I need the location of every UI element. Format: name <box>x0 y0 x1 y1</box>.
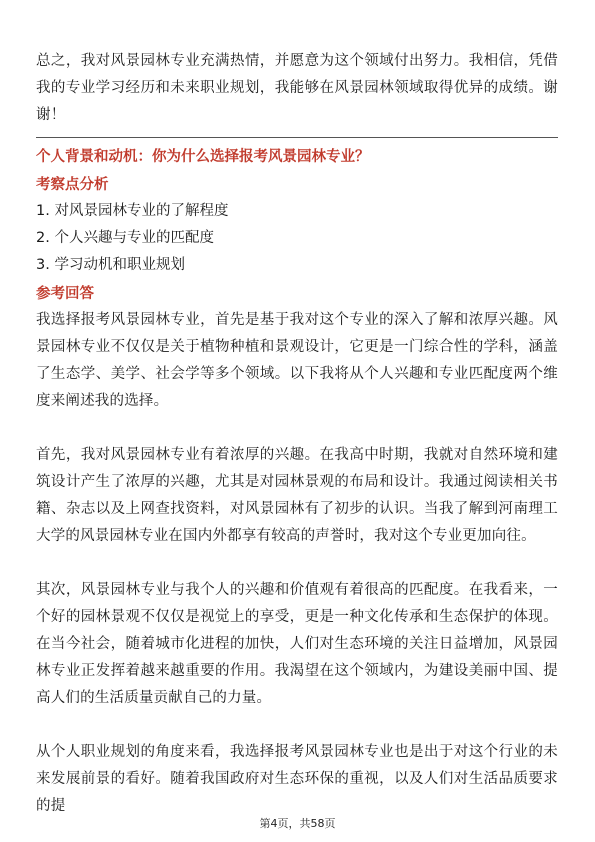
analysis-point: 2. 个人兴趣与专业的匹配度 <box>36 230 214 246</box>
conclusion-paragraph: 总之，我对风景园林专业充满热情，并愿意为这个领域付出努力。我相信，凭借我的专业学习经历和未来职业规划，我能够在风景园林领域取得优异的成绩。谢谢！ <box>36 53 558 123</box>
paragraph-gap <box>36 550 558 577</box>
answer-paragraph: 我选择报考风景园林专业，首先是基于我对这个专业的深入了解和浓厚兴趣。风景园林专业不仅仅是关于植物种植和景观设计，它更是一门综合性的学科，涵盖了生态学、美学、社会学等多个领域。以下我将从个人兴趣和专业匹配度两个维度来阐述我的选择。 <box>36 312 558 409</box>
paragraph-gap <box>36 712 558 739</box>
question-heading: 个人背景和动机：你为什么选择报考风景园林专业？ <box>36 149 370 165</box>
page-content <box>36 48 558 820</box>
paragraph-gap <box>36 415 558 442</box>
analysis-point: 1. 对风景园林专业的了解程度 <box>36 203 229 219</box>
answer-paragraph: 其次，风景园林专业与我个人的兴趣和价值观有着很高的匹配度。在我看来，一个好的园林景观不仅仅是视觉上的享受，更是一种文化传承和生态保护的体现。在当今社会，随着城市化进程的加快，人们对生态环境的关注日益增加，风景园林专业正发挥着越来越重要的作用。我渴望在这个领域内，为建设美丽中国、提高人们的生活质量贡献自己的力量。 <box>36 582 558 706</box>
answer-paragraph: 首先，我对风景园林专业有着浓厚的兴趣。在我高中时期，我就对自然环境和建筑设计产生了浓厚的兴趣，尤其是对园林景观的布局和设计。我通过阅读相关书籍、杂志以及上网查找资料，对风景园林有了初步的认识。当我了解到河南理工大学的风景园林专业在国内外都享有较高的声誉时，我对这个专业更加向往。 <box>36 447 558 544</box>
section-divider <box>36 137 558 138</box>
analysis-point: 3. 学习动机和职业规划 <box>36 257 185 273</box>
analysis-heading: 考察点分析 <box>36 177 109 193</box>
page-footer: 第4页，共58页 <box>259 817 336 830</box>
answer-paragraph: 从个人职业规划的角度来看，我选择报考风景园林专业也是出于对这个行业的未来发展前景的看好。随着我国政府对生态环保的重视，以及人们对生活品质要求的提 <box>36 744 558 814</box>
answer-heading: 参考回答 <box>36 286 94 302</box>
